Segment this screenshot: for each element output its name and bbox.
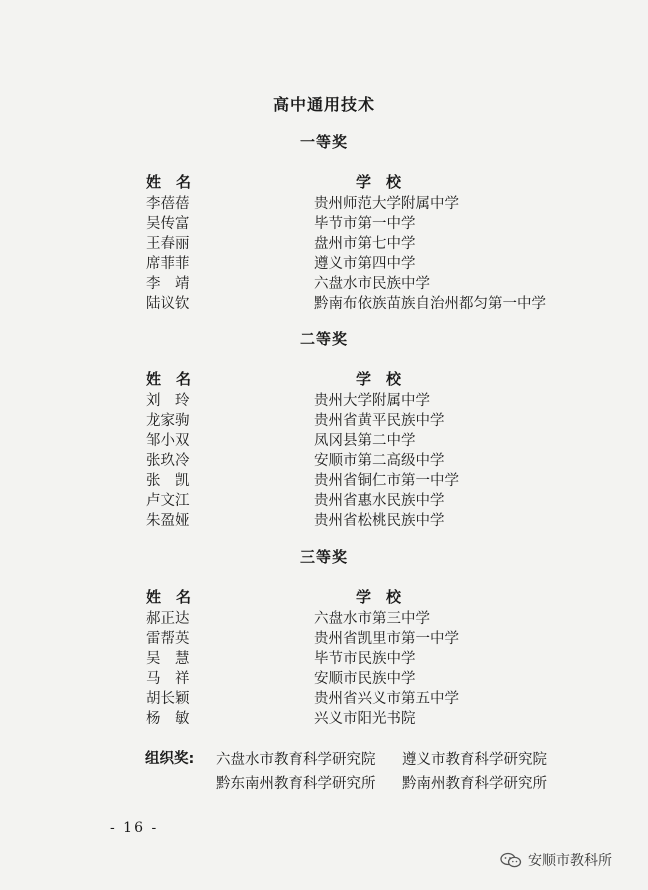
winner-name: 卢文江 <box>146 493 190 509</box>
winner-school: 兴义市阳光书院 <box>314 711 416 727</box>
page-title: 高中通用技术 <box>272 95 375 114</box>
list-item <box>0 607 648 627</box>
list-item <box>0 389 648 409</box>
winner-name: 郝正达 <box>146 611 190 627</box>
winner-name: 雷帮英 <box>146 631 190 647</box>
winner-name: 马 祥 <box>146 671 190 687</box>
winner-school: 遵义市第四中学 <box>314 256 416 272</box>
list-item <box>0 627 648 647</box>
winner-name: 李蓓蓓 <box>146 196 190 212</box>
winner-school: 黔南布依族苗族自治州都匀第一中学 <box>314 296 546 312</box>
organization-award-item: 遵义市教育科学研究院 <box>402 752 547 768</box>
winner-school: 安顺市第二高级中学 <box>314 453 445 469</box>
winner-name: 刘 玲 <box>146 393 190 409</box>
list-item <box>0 232 648 252</box>
list-item <box>0 252 648 272</box>
header-name: 姓 名 <box>146 588 192 606</box>
organization-award-label: 组织奖: <box>145 751 195 767</box>
organization-award-item: 六盘水市教育科学研究院 <box>216 752 376 768</box>
header-school: 学 校 <box>356 370 402 388</box>
header-school: 学 校 <box>356 173 402 191</box>
wechat-icon <box>500 852 522 868</box>
winner-school: 贵州省铜仁市第一中学 <box>314 473 459 489</box>
section-title-second-prize: 二等奖 <box>299 330 348 348</box>
list-item <box>0 469 648 489</box>
header-name: 姓 名 <box>146 173 192 191</box>
winner-school: 毕节市第一中学 <box>314 216 416 232</box>
section-title-third-prize: 三等奖 <box>299 548 348 566</box>
winner-name: 龙家驹 <box>146 413 190 429</box>
list-item <box>0 489 648 509</box>
list-item <box>0 509 648 529</box>
list-item <box>0 667 648 687</box>
winner-school: 六盘水市民族中学 <box>314 276 430 292</box>
winner-name: 王春丽 <box>146 236 190 252</box>
winner-school: 安顺市民族中学 <box>314 671 416 687</box>
winner-school: 贵州省兴义市第五中学 <box>314 691 459 707</box>
list-item <box>0 429 648 449</box>
winner-school: 贵州省松桃民族中学 <box>314 513 445 529</box>
winner-name: 吴传富 <box>146 216 190 232</box>
winner-school: 贵州大学附属中学 <box>314 393 430 409</box>
organization-award-item: 黔东南州教育科学研究所 <box>216 776 376 792</box>
section-title-first-prize: 一等奖 <box>299 133 348 151</box>
winner-name: 朱盈娅 <box>146 513 190 529</box>
winner-school: 毕节市民族中学 <box>314 651 416 667</box>
list-item <box>0 272 648 292</box>
winner-name: 陆议钦 <box>146 296 190 312</box>
header-name: 姓 名 <box>146 370 192 388</box>
list-item <box>0 707 648 727</box>
winner-name: 邹小双 <box>146 433 190 449</box>
list-item <box>0 647 648 667</box>
winner-school: 贵州省惠水民族中学 <box>314 493 445 509</box>
winner-name: 席菲菲 <box>146 256 190 272</box>
winner-school: 贵州省黄平民族中学 <box>314 413 445 429</box>
list-item <box>0 409 648 429</box>
header-school: 学 校 <box>356 588 402 606</box>
winner-name: 张玖冷 <box>146 453 190 469</box>
winner-school: 凤冈县第二中学 <box>314 433 416 449</box>
winner-school: 贵州师范大学附属中学 <box>314 196 459 212</box>
list-item <box>0 449 648 469</box>
watermark-text: 安顺市教科所 <box>528 853 612 869</box>
winner-school: 贵州省凯里市第一中学 <box>314 631 459 647</box>
list-item <box>0 192 648 212</box>
list-item <box>0 292 648 312</box>
winner-name: 吴 慧 <box>146 651 190 667</box>
list-item <box>0 212 648 232</box>
winner-name: 李 靖 <box>146 276 190 292</box>
page-number: - 16 - <box>110 820 159 836</box>
watermark <box>500 850 612 870</box>
winner-name: 胡长颖 <box>146 691 190 707</box>
winner-school: 六盘水市第三中学 <box>314 611 430 627</box>
organization-award-item: 黔南州教育科学研究所 <box>402 776 547 792</box>
winner-name: 杨 敏 <box>146 711 190 727</box>
winner-school: 盘州市第七中学 <box>314 236 416 252</box>
list-item <box>0 687 648 707</box>
winner-name: 张 凯 <box>146 473 190 489</box>
